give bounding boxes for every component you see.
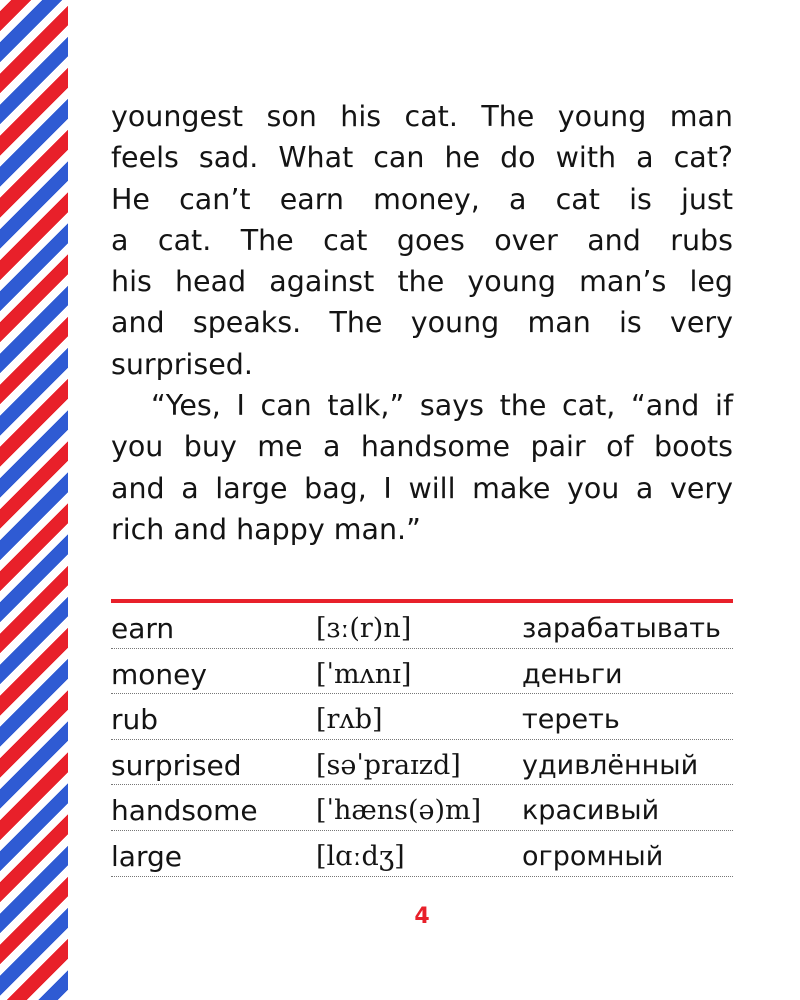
story-line: rich and happy man.” [111, 512, 421, 546]
story-line: youngest son his cat. The young man [111, 100, 733, 133]
vocab-word: surprised [111, 748, 242, 782]
vocabulary-row [111, 649, 733, 695]
vocab-transcription: [səˈpraɪzd] [316, 749, 461, 781]
vocab-word: earn [111, 612, 175, 645]
vocabulary-row [111, 694, 733, 740]
striped-border-decoration [0, 0, 68, 1000]
story-line: feels sad. What can he do with a cat? [111, 141, 733, 175]
story-line: his head against the young man’s leg [111, 265, 733, 299]
story-line: “Yes, I can talk,” says the cat, “and if [151, 389, 733, 423]
story-line: and speaks. The young man is very [111, 306, 733, 340]
vocab-transcription: [ˈhæns(ə)m] [316, 795, 482, 827]
vocab-word: large [111, 839, 182, 873]
story-line: a cat. The cat goes over and rubs [111, 223, 733, 257]
vocab-transcription: [ɜː(r)n] [316, 613, 412, 644]
vocab-translation: зарабатывать [522, 613, 721, 644]
vocab-word: handsome [111, 794, 258, 828]
vocab-translation: удивлённый [522, 749, 699, 781]
vocabulary-table [111, 599, 733, 877]
story-line: and a large bag, I will make you a very [111, 471, 733, 505]
story-line: He can’t earn money, a cat is just [111, 182, 733, 216]
vocab-translation: огромный [522, 840, 664, 872]
page-number: 4 [414, 904, 430, 929]
vocab-translation: деньги [522, 658, 623, 690]
vocabulary-row [111, 831, 733, 877]
story-text [111, 96, 733, 550]
story-line: you buy me a handsome pair of boots [111, 430, 733, 464]
vocab-transcription: [ˈmʌnɪ] [316, 658, 412, 690]
vocab-translation: красивый [522, 795, 660, 827]
vocabulary-row [111, 785, 733, 831]
vocab-translation: тереть [522, 704, 620, 736]
vocab-transcription: [lɑːdʒ] [316, 840, 405, 872]
vocab-word: rub [111, 703, 159, 737]
vocab-transcription: [rʌb] [316, 704, 383, 736]
vocab-word: money [111, 657, 207, 691]
vocabulary-row [111, 740, 733, 786]
vocabulary-row [111, 603, 733, 649]
story-line: surprised. [111, 347, 253, 381]
